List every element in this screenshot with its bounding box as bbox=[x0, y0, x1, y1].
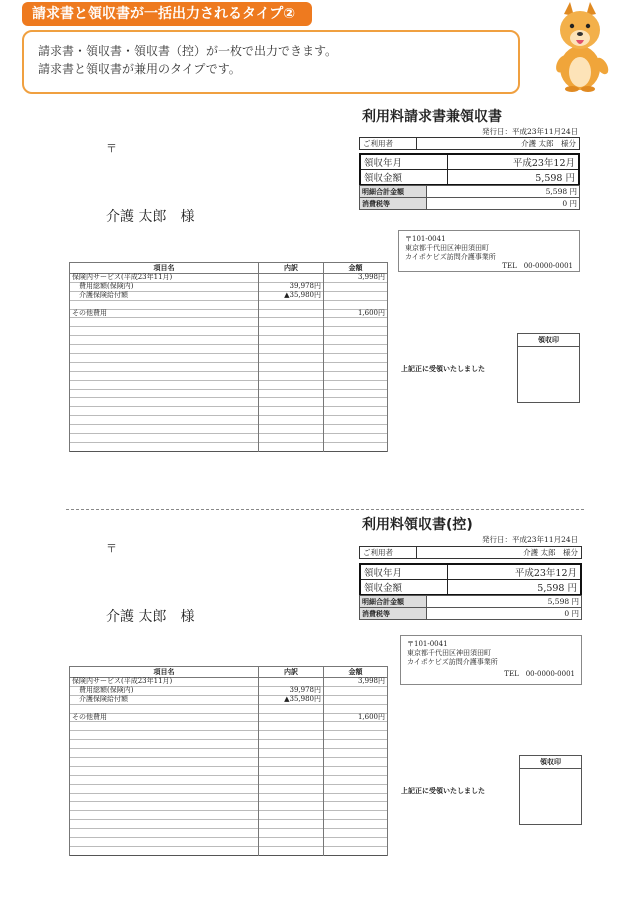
month-value: 平成23年12月 bbox=[448, 564, 582, 580]
col-item-header: 項目名 bbox=[70, 667, 259, 678]
provider-tel: TEL 00-0000-0001 bbox=[504, 670, 575, 678]
receipt-summary-table bbox=[359, 563, 582, 596]
table-row bbox=[70, 336, 388, 345]
table-row bbox=[70, 300, 388, 309]
table-row bbox=[70, 704, 388, 713]
tax-label: 消費税等 bbox=[360, 198, 427, 210]
table-row bbox=[70, 442, 388, 451]
postal-mark: 〒 bbox=[106, 542, 117, 555]
stamp-label: 領収印 bbox=[518, 334, 579, 347]
detail-total-value: 5,598 円 bbox=[427, 596, 582, 608]
user-label: ご利用者 bbox=[360, 138, 417, 150]
table-row bbox=[70, 731, 388, 740]
description-line-1: 請求書・領収書・領収書（控）が一枚で出力できます。 bbox=[38, 44, 338, 58]
table-row bbox=[70, 345, 388, 354]
tax-label: 消費税等 bbox=[360, 608, 427, 620]
provider-tel: TEL 00-0000-0001 bbox=[502, 262, 573, 270]
table-row: 費用総額(保険内) 39,978円 bbox=[70, 282, 388, 291]
amount-label: 領収金額 bbox=[360, 170, 448, 186]
table-row: 保険内サービス(平成23年11月) 3,998円 bbox=[70, 678, 388, 687]
tax-value: 0 円 bbox=[427, 608, 582, 620]
table-row bbox=[70, 407, 388, 416]
document-title: 利用料領収書(控) bbox=[362, 517, 473, 533]
received-text: 上記正に受領いたしました bbox=[401, 365, 485, 373]
table-row bbox=[70, 811, 388, 820]
table-row bbox=[70, 318, 388, 327]
receipt-copy-document bbox=[0, 509, 618, 909]
detail-total-value: 5,598 円 bbox=[427, 186, 580, 198]
table-row bbox=[70, 327, 388, 336]
dog-mascot-icon bbox=[540, 0, 618, 92]
provider-name: カイポケビズ訪問介護事業所 bbox=[405, 253, 496, 261]
amount-value: 5,598 円 bbox=[448, 580, 582, 596]
received-text: 上記正に受領いたしました bbox=[401, 787, 485, 795]
table-row: 保険内サービス(平成23年11月) 3,998円 bbox=[70, 274, 388, 283]
table-row bbox=[70, 740, 388, 749]
items-table bbox=[69, 666, 388, 856]
table-row bbox=[70, 389, 388, 398]
table-row bbox=[70, 758, 388, 767]
provider-address: 東京都千代田区神田須田町 bbox=[407, 649, 491, 657]
col-breakdown-header: 内訳 bbox=[259, 667, 324, 678]
col-item-header: 項目名 bbox=[70, 263, 259, 274]
description-box bbox=[22, 30, 520, 94]
invoice-receipt-document bbox=[0, 100, 618, 500]
table-row bbox=[70, 722, 388, 731]
user-label: ご利用者 bbox=[360, 547, 417, 559]
table-row bbox=[70, 829, 388, 838]
table-row bbox=[70, 802, 388, 811]
user-table bbox=[359, 546, 582, 559]
user-value: 介護 太郎 様分 bbox=[417, 547, 582, 559]
provider-address: 東京都千代田区神田須田町 bbox=[405, 244, 489, 252]
table-row: 介護保険給付額 ▲35,980円 bbox=[70, 695, 388, 704]
detail-total-table bbox=[359, 595, 582, 620]
table-row bbox=[70, 749, 388, 758]
items-table bbox=[69, 262, 388, 452]
table-row bbox=[70, 371, 388, 380]
receipt-stamp-box bbox=[517, 333, 580, 403]
table-row bbox=[70, 362, 388, 371]
table-row: 介護保険給付額 ▲35,980円 bbox=[70, 291, 388, 300]
amount-value: 5,598 円 bbox=[448, 170, 580, 186]
postal-mark: 〒 bbox=[106, 142, 117, 155]
col-amount-header: 金額 bbox=[324, 667, 388, 678]
issue-date: 発行日：平成23年11月24日 bbox=[482, 535, 579, 544]
table-row bbox=[70, 434, 388, 443]
table-row: 費用総額(保険内) 39,978円 bbox=[70, 686, 388, 695]
recipient-name: 介護 太郎 様 bbox=[106, 609, 195, 625]
user-value: 介護 太郎 様分 bbox=[417, 138, 580, 150]
detail-total-label: 明細合計金額 bbox=[360, 596, 427, 608]
detail-total-label: 明細合計金額 bbox=[360, 186, 427, 198]
recipient-name: 介護 太郎 様 bbox=[106, 209, 195, 225]
table-row bbox=[70, 398, 388, 407]
table-row bbox=[70, 416, 388, 425]
table-row bbox=[70, 425, 388, 434]
table-row bbox=[70, 784, 388, 793]
receipt-stamp-box bbox=[519, 755, 582, 825]
table-row: その他費用 1,600円 bbox=[70, 309, 388, 318]
table-row bbox=[70, 380, 388, 389]
table-row bbox=[70, 775, 388, 784]
document-title: 利用料請求書兼領収書 bbox=[362, 109, 502, 125]
detail-total-table bbox=[359, 185, 580, 210]
table-row bbox=[70, 838, 388, 847]
table-row bbox=[70, 354, 388, 363]
provider-postal: 〒101-0041 bbox=[407, 640, 448, 648]
table-row: その他費用 1,600円 bbox=[70, 713, 388, 722]
provider-postal: 〒101-0041 bbox=[405, 235, 446, 243]
section-title-tag: 請求書と領収書が一括出力されるタイプ② bbox=[22, 2, 312, 26]
tax-value: 0 円 bbox=[427, 198, 580, 210]
table-row bbox=[70, 766, 388, 775]
col-breakdown-header: 内訳 bbox=[259, 263, 324, 274]
issue-date: 発行日：平成23年11月24日 bbox=[482, 127, 579, 136]
provider-address-box bbox=[398, 230, 580, 272]
provider-name: カイポケビズ訪問介護事業所 bbox=[407, 658, 498, 666]
amount-label: 領収金額 bbox=[360, 580, 448, 596]
receipt-summary-table bbox=[359, 153, 580, 186]
provider-address-box bbox=[400, 635, 582, 685]
user-table bbox=[359, 137, 580, 150]
table-row bbox=[70, 846, 388, 855]
table-row bbox=[70, 820, 388, 829]
month-label: 領収年月 bbox=[360, 564, 448, 580]
col-amount-header: 金額 bbox=[324, 263, 388, 274]
stamp-label: 領収印 bbox=[520, 756, 581, 769]
month-value: 平成23年12月 bbox=[448, 154, 580, 170]
table-row bbox=[70, 793, 388, 802]
description-line-2: 請求書と領収書が兼用のタイプです。 bbox=[38, 62, 241, 76]
month-label: 領収年月 bbox=[360, 154, 448, 170]
